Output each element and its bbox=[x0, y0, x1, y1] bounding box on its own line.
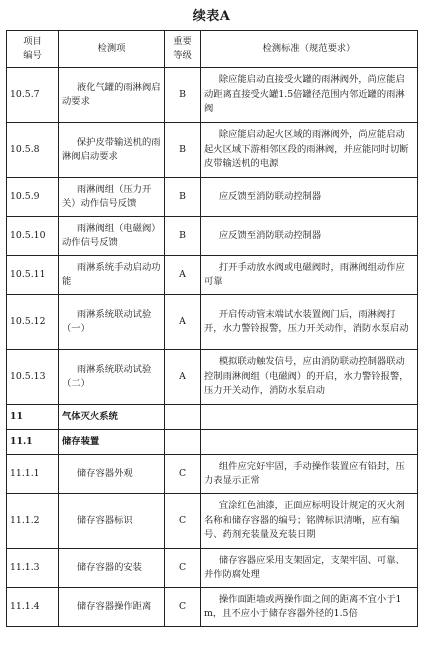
cell-item-text: 储存容器外观 bbox=[76, 467, 133, 479]
cell-item-text: 雨淋阀组（电磁阀）动作信号反馈 bbox=[62, 222, 161, 248]
table-title: 续表A bbox=[192, 9, 231, 24]
header-item bbox=[59, 31, 165, 68]
table-row bbox=[7, 455, 418, 494]
header-importance-text: 重要 等级 bbox=[173, 35, 192, 61]
table-header-row bbox=[7, 31, 418, 68]
cell-item-text: 雨淋系统联动试验（二） bbox=[62, 363, 152, 389]
table-body bbox=[7, 68, 418, 627]
cell-item-text: 储存容器的安装 bbox=[76, 561, 142, 573]
cell-standard-text: 应反馈至消防联动控制器 bbox=[218, 190, 322, 202]
inspection-table bbox=[6, 30, 418, 627]
table-row bbox=[7, 178, 418, 217]
cell-importance-text: C bbox=[178, 600, 187, 612]
cell-standard-text: 组件应完好牢固，手动操作装置应有铅封，压力表显示正常 bbox=[204, 460, 405, 486]
cell-item bbox=[59, 455, 165, 494]
table-row bbox=[7, 430, 418, 455]
cell-id-text: 11.1.1 bbox=[10, 467, 40, 479]
cell-id bbox=[7, 123, 59, 178]
cell-importance bbox=[165, 549, 201, 588]
cell-standard-text: 储存容器应采用支架固定，支架牢固、可靠、并作防腐处理 bbox=[204, 554, 405, 580]
cell-item bbox=[59, 588, 165, 627]
cell-importance bbox=[165, 68, 201, 123]
cell-standard-text: 模拟联动触发信号，应由消防联动控制器联动控制雨淋阀组（电磁阀）的开启，水力警铃报警，压力开关动作，消防水泵启动 bbox=[204, 356, 409, 397]
header-item-text: 检测项 bbox=[97, 42, 126, 54]
cell-standard-text: 除应能启动起火区域的雨淋阀外，尚应能启动起火区域下游相邻区段的雨淋阀，并应能同时切断皮带输送机的电源 bbox=[204, 129, 409, 170]
cell-importance bbox=[165, 256, 201, 295]
cell-importance-text: A bbox=[179, 315, 186, 327]
cell-importance-text: B bbox=[179, 88, 186, 100]
cell-item-text: 雨淋系统联动试验（一） bbox=[62, 308, 152, 334]
cell-importance bbox=[165, 494, 201, 549]
cell-importance-text: B bbox=[179, 143, 186, 155]
cell-standard-text: 操作面距墙或两操作面之间的距离不宜小于1m，且不应小于储存容器外径的1.5倍 bbox=[204, 593, 402, 619]
cell-id-text: 10.5.7 bbox=[10, 88, 40, 100]
cell-item bbox=[59, 68, 165, 123]
cell-standard bbox=[201, 68, 418, 123]
table-row bbox=[7, 256, 418, 295]
cell-standard bbox=[201, 455, 418, 494]
cell-id bbox=[7, 217, 59, 256]
cell-importance-text: C bbox=[178, 467, 187, 479]
cell-importance-text: C bbox=[178, 514, 187, 526]
cell-item bbox=[59, 178, 165, 217]
cell-importance bbox=[165, 295, 201, 350]
cell-importance bbox=[165, 405, 201, 430]
cell-item bbox=[59, 217, 165, 256]
cell-item bbox=[59, 405, 165, 430]
cell-id-text: 10.5.11 bbox=[10, 268, 46, 280]
cell-id-text: 11 bbox=[10, 410, 23, 422]
cell-id bbox=[7, 430, 59, 455]
header-id bbox=[7, 31, 59, 68]
cell-standard bbox=[201, 123, 418, 178]
cell-id bbox=[7, 405, 59, 430]
cell-id bbox=[7, 295, 59, 350]
cell-importance bbox=[165, 588, 201, 627]
header-standard-text: 检测标准（规范要求） bbox=[262, 42, 356, 54]
header-importance bbox=[165, 31, 201, 68]
table-row bbox=[7, 68, 418, 123]
cell-standard-text: 开启传动管末端试水装置阀门后，雨淋阀打开，水力警铃报警，压力开关动作，消防水泵启动 bbox=[204, 308, 409, 334]
table-row bbox=[7, 588, 418, 627]
cell-id-text: 11.1.4 bbox=[10, 600, 40, 612]
cell-importance bbox=[165, 430, 201, 455]
cell-importance-text: A bbox=[179, 268, 186, 280]
table-row bbox=[7, 217, 418, 256]
cell-importance-text: A bbox=[179, 370, 186, 382]
cell-importance-text: C bbox=[178, 561, 187, 573]
cell-item-text: 保护皮带输送机的雨淋阀启动要求 bbox=[62, 136, 161, 162]
cell-standard bbox=[201, 588, 418, 627]
cell-standard bbox=[201, 217, 418, 256]
cell-id-text: 11.1 bbox=[10, 435, 33, 447]
header-standard bbox=[201, 31, 418, 68]
cell-standard bbox=[201, 405, 418, 430]
cell-importance-text: B bbox=[179, 229, 186, 241]
cell-id-text: 10.5.10 bbox=[10, 229, 46, 241]
cell-importance bbox=[165, 123, 201, 178]
cell-standard-text: 除应能启动直接受火罐的雨淋阀外，尚应能启动距离直接受火罐1.5倍罐径范围内邻近罐的雨淋阀 bbox=[204, 74, 405, 115]
table-row bbox=[7, 295, 418, 350]
cell-id-text: 10.5.13 bbox=[10, 370, 46, 382]
cell-id bbox=[7, 178, 59, 217]
cell-item bbox=[59, 350, 165, 405]
table-row bbox=[7, 350, 418, 405]
cell-standard bbox=[201, 178, 418, 217]
cell-id bbox=[7, 350, 59, 405]
cell-standard bbox=[201, 256, 418, 295]
cell-id-text: 10.5.9 bbox=[10, 190, 40, 202]
cell-importance bbox=[165, 455, 201, 494]
cell-standard bbox=[201, 430, 418, 455]
cell-item-text: 气体灭火系统 bbox=[62, 410, 118, 422]
cell-importance-text: B bbox=[179, 190, 186, 202]
cell-standard-text: 应反馈至消防联动控制器 bbox=[218, 229, 322, 241]
cell-standard bbox=[201, 295, 418, 350]
table-row bbox=[7, 123, 418, 178]
cell-id-text: 10.5.12 bbox=[10, 315, 46, 327]
cell-id bbox=[7, 494, 59, 549]
cell-item bbox=[59, 494, 165, 549]
cell-standard-text: 宜涂红色油漆，正面应标明设计规定的灭火剂名称和储存容器的编号；铭牌标识清晰，应有编号、药剂充装量及充装日期 bbox=[204, 500, 405, 541]
table-row bbox=[7, 494, 418, 549]
cell-item bbox=[59, 256, 165, 295]
cell-item-text: 雨淋阀组（压力开关）动作信号反馈 bbox=[62, 183, 152, 209]
cell-item-text: 液化气罐的雨淋阀启动要求 bbox=[62, 81, 161, 107]
cell-standard-text: 打开手动放水阀或电磁阀时，雨淋阀组动作应可靠 bbox=[204, 261, 405, 287]
cell-standard bbox=[201, 549, 418, 588]
cell-item-text: 储存容器操作距离 bbox=[76, 600, 152, 612]
cell-id bbox=[7, 256, 59, 295]
cell-item-text: 储存容器标识 bbox=[76, 514, 133, 526]
cell-id-text: 10.5.8 bbox=[10, 143, 40, 155]
cell-item bbox=[59, 123, 165, 178]
cell-id-text: 11.1.2 bbox=[10, 514, 40, 526]
cell-item bbox=[59, 295, 165, 350]
table-row bbox=[7, 405, 418, 430]
cell-id-text: 11.1.3 bbox=[10, 561, 40, 573]
table-row bbox=[7, 549, 418, 588]
header-id-text: 项目 编号 bbox=[23, 35, 42, 61]
cell-item bbox=[59, 430, 165, 455]
cell-standard bbox=[201, 350, 418, 405]
cell-id bbox=[7, 588, 59, 627]
cell-importance bbox=[165, 217, 201, 256]
cell-importance bbox=[165, 178, 201, 217]
cell-standard bbox=[201, 494, 418, 549]
cell-id bbox=[7, 455, 59, 494]
cell-item-text: 雨淋系统手动启动功能 bbox=[62, 261, 161, 287]
cell-id bbox=[7, 68, 59, 123]
cell-id bbox=[7, 549, 59, 588]
cell-item bbox=[59, 549, 165, 588]
cell-importance bbox=[165, 350, 201, 405]
cell-item-text: 储存装置 bbox=[62, 435, 100, 447]
